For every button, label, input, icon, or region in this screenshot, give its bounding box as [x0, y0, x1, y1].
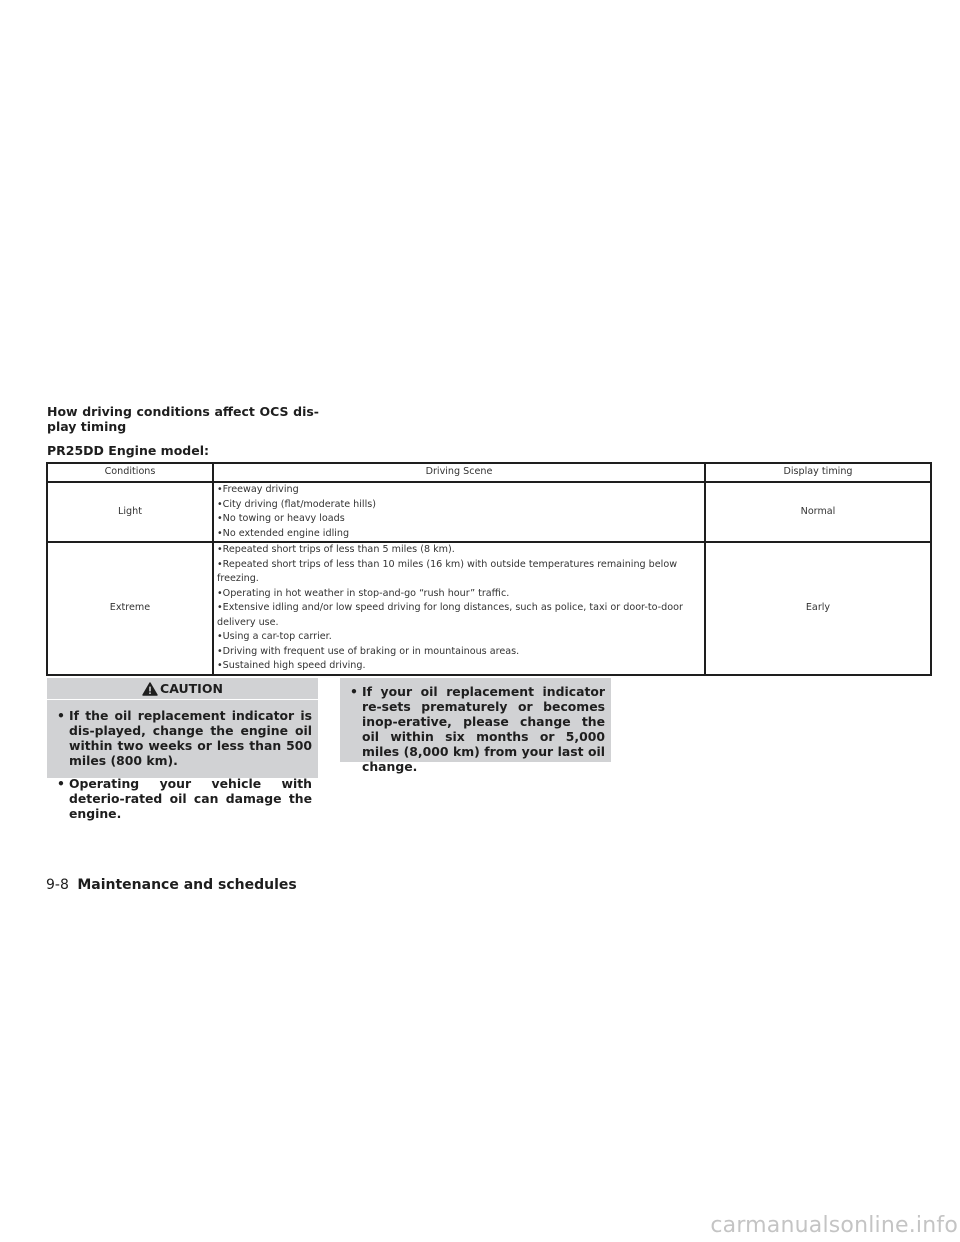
caution-item — [350, 684, 605, 774]
watermark: carmanualsonline.info — [710, 1213, 958, 1238]
caution-item — [57, 708, 312, 768]
scene-item: •Operating in hot weather in stop-and-go “rush hour” traffic. — [217, 587, 510, 599]
display-timing-cell: Normal — [705, 482, 931, 542]
driving-conditions-table — [46, 462, 932, 676]
scene-item: •Sustained high speed driving. — [217, 660, 366, 671]
caution-title — [47, 678, 318, 700]
section-heading: How driving conditions affect OCS dis-play timing — [47, 404, 319, 434]
caution-box — [47, 678, 318, 821]
condition-cell: Extreme — [47, 542, 213, 675]
header-conditions: Conditions — [47, 463, 213, 482]
table-row — [47, 482, 931, 542]
page-number: 9-8 — [46, 877, 69, 893]
header-driving-scene: Driving Scene — [213, 463, 705, 482]
scene-item: •No extended engine idling — [217, 527, 350, 539]
caution-list — [47, 708, 318, 821]
driving-scene-cell — [213, 542, 705, 675]
scene-item: •Using a car-top carrier. — [217, 631, 332, 642]
condition-cell: Light — [47, 482, 213, 542]
scene-item: •Driving with frequent use of braking or in mountainous areas. — [217, 645, 520, 657]
caution-title-text: CAUTION — [160, 681, 223, 696]
scene-item: •Extensive idling and/or low speed driving for long distances, such as police, taxi or door-to-door delivery use. — [217, 602, 686, 628]
caution-item-text: Operating your vehicle with deterio-rated oil can damage the engine. — [69, 776, 312, 821]
header-display-timing: Display timing — [705, 463, 931, 482]
page-footer — [46, 876, 297, 894]
display-timing-cell: Early — [705, 542, 931, 675]
caution-item-text: If your oil replacement indicator re-sets prematurely or becomes inop-erative, please change the oil within six months or 5,000 miles (8,000 km) from your last oil change. — [362, 684, 605, 774]
scene-item: •City driving (flat/moderate hills) — [217, 498, 376, 510]
caution-list — [340, 684, 611, 774]
table-row — [47, 542, 931, 675]
caution-box-continued — [340, 678, 611, 774]
bullet: • — [57, 776, 65, 791]
caution-item — [57, 776, 312, 821]
caution-item-text: If the oil replacement indicator is dis-played, change the engine oil within two weeks or less than 500 miles (800 km). — [69, 708, 312, 768]
scene-item: •No towing or heavy loads — [217, 513, 345, 524]
table-header-row — [47, 463, 931, 482]
scene-item: •Repeated short trips of less than 10 miles (16 km) with outside temperatures remaining below freezing. — [217, 558, 681, 584]
warning-icon — [142, 682, 158, 696]
scene-item: •Repeated short trips of less than 5 miles (8 km). — [217, 544, 455, 555]
driving-scene-cell — [213, 482, 705, 542]
bullet: • — [57, 708, 65, 723]
footer-section-title: Maintenance and schedules — [77, 877, 297, 893]
bullet: • — [350, 684, 358, 699]
engine-model-subheading: PR25DD Engine model: — [47, 443, 210, 458]
scene-item: •Freeway driving — [217, 484, 299, 495]
